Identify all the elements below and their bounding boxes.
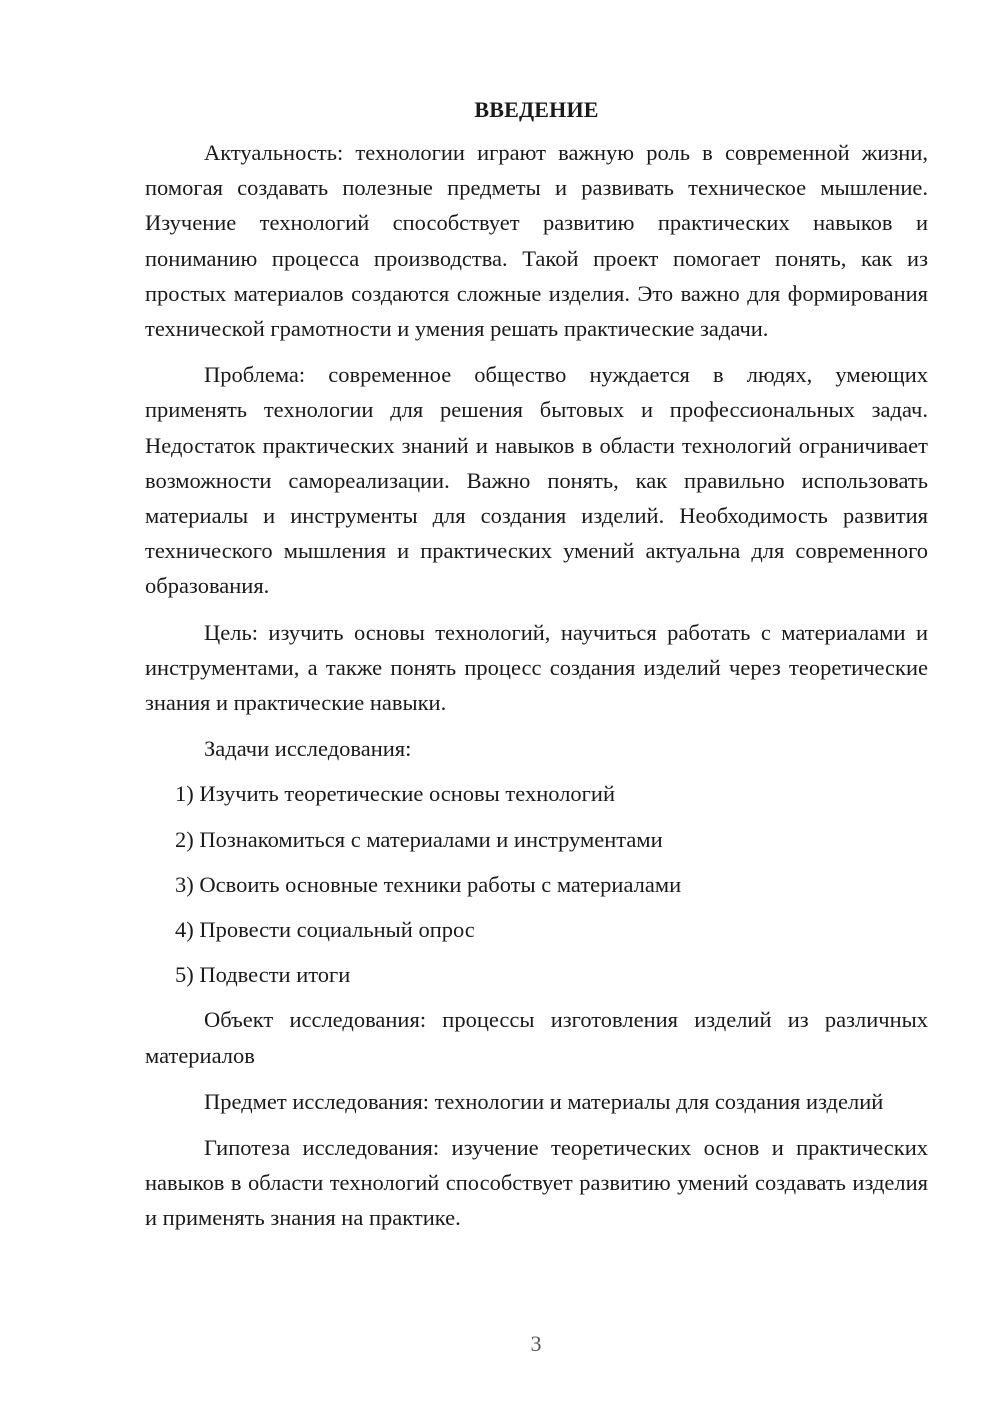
task-item: 3) Освоить основные техники работы с материалами: [175, 871, 682, 897]
task-item: 1) Изучить теоретические основы технологий: [175, 781, 615, 807]
object-paragraph: Объект исследования: процессы изготовления изделий из различных материалов: [145, 1007, 928, 1068]
page-number: 3: [530, 1331, 542, 1356]
task-item: 4) Провести социальный опрос: [175, 917, 475, 943]
tasks-heading: Задачи исследования:: [204, 736, 412, 762]
tasks-section: [145, 731, 928, 992]
problem-paragraph: Проблема: современное общество нуждается в людях, умеющих применять технологии для решения бытовых и профессиональных задач. Недостаток практических знаний и навыков в области технологий ограничивает возможности самореализации. Важно понять, как правильно использовать материалы и инструменты для создания изделий. Необходимость развития технического мышления и практических умений актуальна для современного образования.: [145, 362, 928, 599]
page-title: ВВЕДЕНИЕ: [474, 97, 599, 122]
goal-paragraph: Цель: изучить основы технологий, научиться работать с материалами и инструментами, а также понять процесс создания изделий через теоретические знания и практические навыки.: [145, 619, 928, 716]
task-item: 5) Подвести итоги: [175, 962, 351, 988]
document-page: [145, 92, 928, 1247]
hypothesis-paragraph: Гипотеза исследования: изучение теоретических основ и практических навыков в области технологий способствует развитию умений создавать изделия и применять знания на практике.: [145, 1135, 928, 1231]
task-item: 2) Познакомиться с материалами и инструментами: [175, 826, 663, 852]
relevance-paragraph: Актуальность: технологии играют важную роль в современной жизни, помогая создавать полезные предметы и развивать техническое мышление. Изучение технологий способствует развитию практических навыков и пониманию процесса производства. Такой проект помогает понять, как из простых материалов создаются сложные изделия. Это важно для формирования технической грамотности и умения решать практические задачи.: [145, 140, 928, 342]
subject-paragraph: Предмет исследования: технологии и материалы для создания изделий: [204, 1088, 884, 1114]
